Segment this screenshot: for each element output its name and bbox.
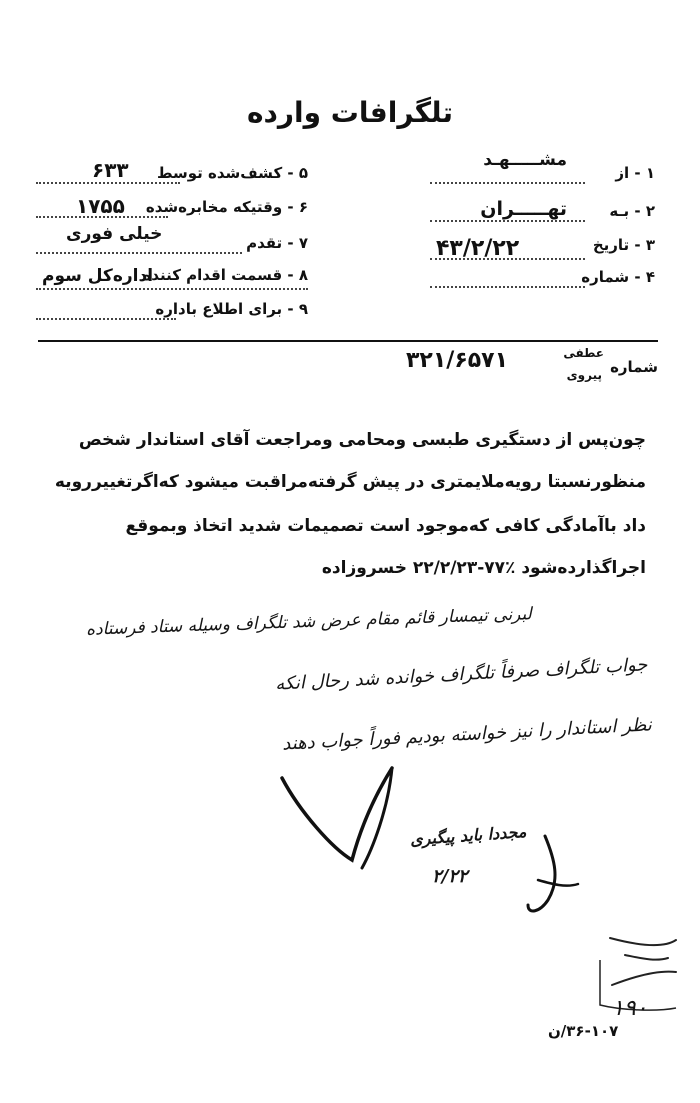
field-label: ۷ - تقدم [246, 234, 308, 252]
reference-label: شماره [610, 358, 658, 376]
field-value: ۱۷۵۵ [76, 194, 125, 218]
signature-hook [538, 880, 578, 886]
field-label: ۹ - برای اطلاع باداره [155, 300, 308, 318]
body-line: منظورنسبتا رویه‌ملایمتری در پیش گرفته‌مراقبت میشود که‌اگرتغییررویه [54, 472, 646, 492]
body-line: داد باآمادگی کافی که‌موجود است تصمیمات شدید اتخاذ وبموقع [125, 516, 646, 536]
signature-note: مجددا باید پیگیری [409, 821, 528, 850]
field-label: ۲ - بـه [609, 202, 655, 220]
reference-bottom-label: پیروی [566, 368, 602, 382]
margin-number: ۱۹۰ [612, 996, 648, 1021]
signature-flourish [528, 836, 555, 911]
handwritten-note-line: جواب تلگراف صرفاً تلگراف خوانده شد رحال انکه [275, 654, 649, 695]
field-label: ۳ - تاریخ [592, 236, 655, 254]
archive-code: ۳۶-۱۰۷/ن [548, 1022, 619, 1040]
document-title: تلگرافات وارده [247, 96, 453, 129]
footer-blank [402, 1050, 700, 1103]
body-line: اجراگذارده‌شود ٪۷۷-۲۲/۲/۲۳ خسروزاده [321, 558, 646, 578]
bottom-scribble [610, 938, 676, 985]
field-value: ۶۳۳ [92, 158, 129, 182]
field-value: تهـــــران [480, 198, 567, 220]
field-label: ۶ - وقتیکه مخابره‌شده [145, 198, 308, 216]
reference-top-label: عطفی [563, 346, 604, 360]
field-value: ۴۳/۲/۲۲ [436, 236, 520, 261]
field-value: اداره‌کل سوم [42, 266, 154, 286]
field-label: ۴ - شماره [581, 268, 655, 286]
large-check-stroke [282, 768, 392, 860]
field-label: ۱ - از [615, 164, 655, 182]
field-label: ۸ - قسمت اقدام کننده [142, 266, 308, 284]
field-value: خیلی فوری [66, 224, 163, 244]
reference-value: ۳۲۱/۶۵۷۱ [406, 348, 509, 373]
body-line: چون‌پس از دستگیری طبسی ومحامی ومراجعت آقای استاندار شخص [78, 430, 646, 450]
handwritten-note-line: لبرنی تیمسار قائم مقام عرض شد تلگراف وسیله ستاد فرستاده [85, 604, 533, 640]
handwritten-note-line: نظر استاندار را نیز خواسته بودیم فوراً جواب دهند [281, 714, 653, 755]
field-value: مشـــــهـد [483, 150, 567, 170]
field-label: ۵ - کشف‌شده توسط [156, 164, 308, 182]
signature-date: ۲/۲۲ [432, 866, 468, 887]
